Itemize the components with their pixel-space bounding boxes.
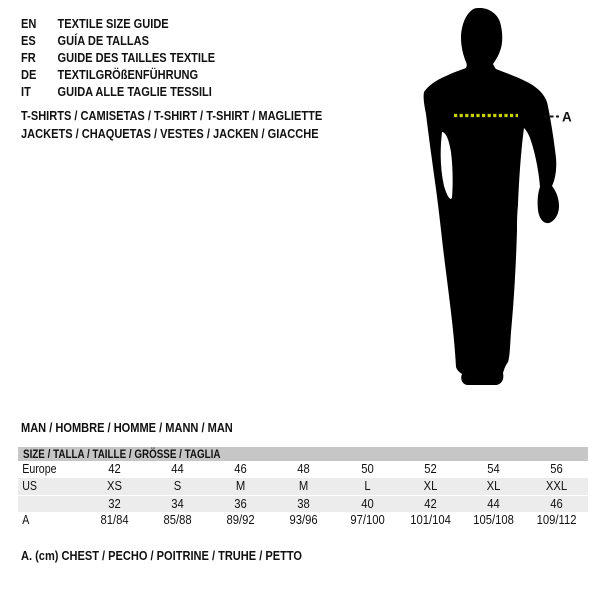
language-label: GUIDE DES TAILLES TEXTILE: [57, 50, 216, 65]
table-cell: XL: [486, 479, 501, 493]
category-tshirts: T-SHIRTS / CAMISETAS / T-SHIRT / T-SHIRT / MAGLIETTE: [21, 108, 323, 123]
table-cell: 81/84: [100, 513, 129, 527]
table-cell: 50: [360, 462, 374, 476]
table-cell: 93/96: [289, 513, 319, 527]
language-list: [21, 15, 249, 100]
language-code: ES: [21, 33, 36, 48]
table-cell: 40: [360, 497, 374, 511]
table-cell: 42: [423, 497, 437, 511]
table-cell: 42: [108, 462, 121, 476]
table-cell: 44: [171, 462, 184, 476]
table-cell: 54: [487, 462, 500, 476]
table-cell: 56: [550, 462, 563, 476]
language-row-it: [21, 83, 215, 100]
language-row-es: [21, 32, 215, 49]
size-table-header: [18, 447, 588, 461]
language-label: TEXTILE SIZE GUIDE: [57, 16, 169, 31]
table-cell: 38: [297, 497, 311, 511]
table-row-numeric: [18, 495, 588, 512]
language-label: TEXTILGRÖßENFÜHRUNG: [57, 67, 199, 82]
table-cell: 97/100: [349, 513, 385, 527]
category-jackets: JACKETS / CHAQUETAS / VESTES / JACKEN / GIACCHE: [21, 126, 319, 141]
language-row-de: [21, 66, 215, 83]
size-table-header-label: SIZE / TALLA / TAILLE / GRÖSSE / TAGLIA: [23, 447, 221, 461]
table-cell: 89/92: [226, 513, 255, 527]
row-label: [18, 496, 73, 512]
table-cell: XS: [107, 479, 123, 493]
row-label: A: [22, 513, 30, 527]
table-cell: M: [236, 479, 246, 493]
language-label: GUÍA DE TALLAS: [57, 33, 150, 48]
table-cell: 36: [234, 497, 248, 511]
table-cell: 46: [550, 497, 563, 511]
language-code: DE: [21, 67, 37, 82]
row-label: Europe: [22, 462, 57, 476]
language-row-en: [21, 15, 215, 32]
table-cell: 48: [297, 462, 311, 476]
category-lines: [21, 107, 375, 143]
language-row-fr: [21, 49, 215, 66]
table-cell: 46: [234, 462, 248, 476]
table-cell: L: [363, 479, 371, 493]
section-title-man: MAN / HOMBRE / HOMME / MANN / MAN: [21, 420, 233, 435]
language-code: IT: [21, 84, 31, 99]
language-code: FR: [21, 50, 36, 65]
table-cell: XL: [423, 479, 438, 493]
table-cell: XXL: [545, 479, 568, 493]
table-cell: 44: [487, 497, 500, 511]
table-cell: 85/88: [163, 513, 192, 527]
man-silhouette: [424, 8, 559, 385]
row-label: US: [22, 479, 38, 493]
table-cell: S: [173, 479, 182, 493]
table-cell: 52: [423, 462, 437, 476]
table-row-europe: [18, 461, 588, 478]
table-cell: 34: [171, 497, 184, 511]
table-row-us: [18, 478, 588, 495]
table-cell: M: [299, 479, 309, 493]
table-cell: 109/112: [536, 513, 577, 527]
language-label: GUIDA ALLE TAGLIE TESSILI: [57, 84, 212, 99]
language-code: EN: [21, 16, 37, 31]
table-cell: 105/108: [472, 513, 514, 527]
measure-label-a: A: [562, 109, 572, 125]
table-cell: 101/104: [409, 513, 451, 527]
measure-legend-note: A. (cm) CHEST / PECHO / POITRINE / TRUHE / PETTO: [21, 548, 302, 563]
table-row-chest-a: [18, 512, 588, 529]
table-cell: 32: [108, 497, 121, 511]
size-table: [18, 447, 588, 529]
